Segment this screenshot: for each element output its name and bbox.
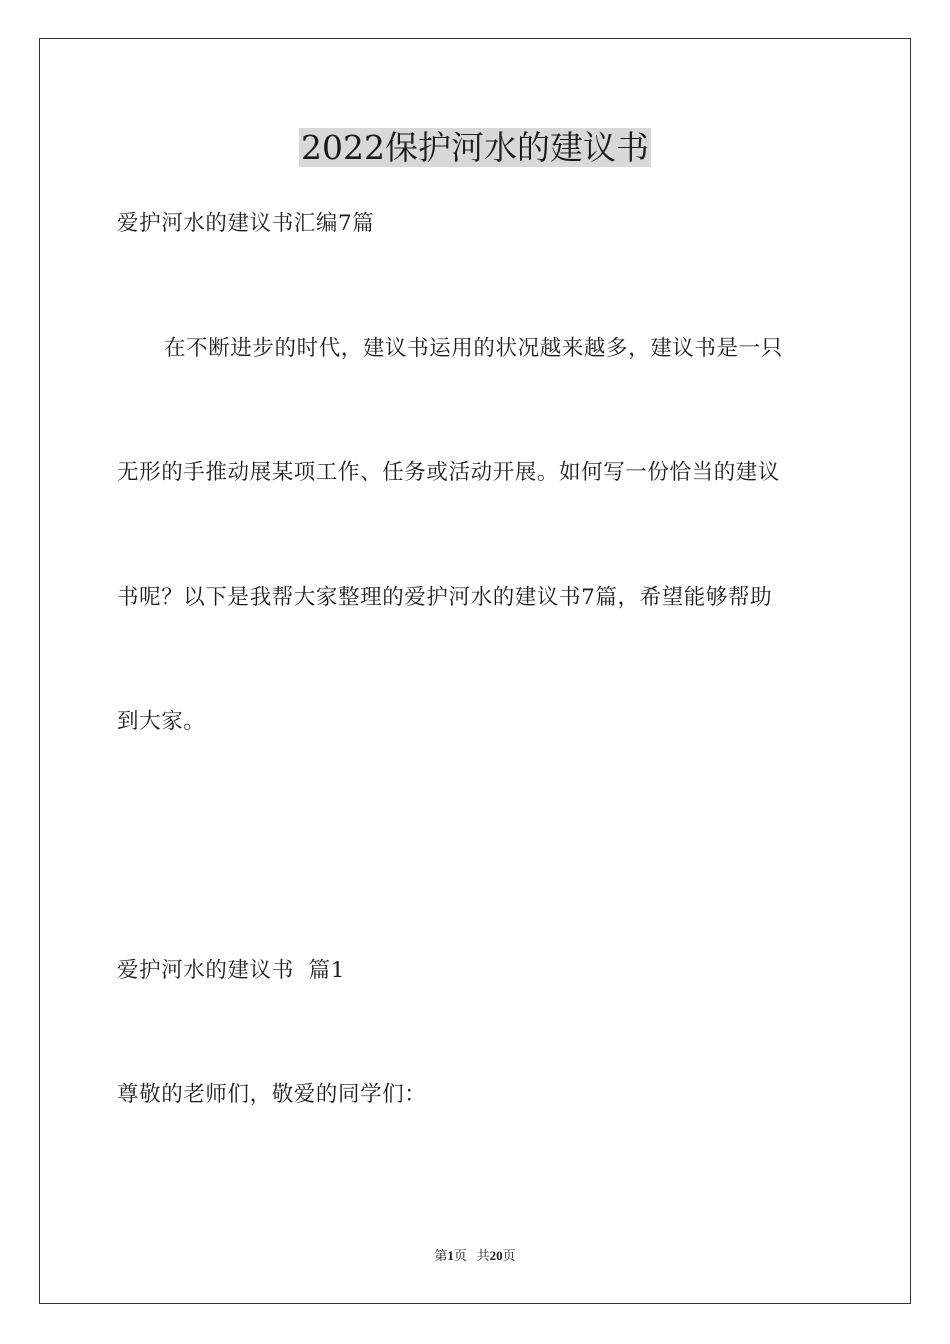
intro-line-3: 书呢？以下是我帮大家整理的爱护河水的建议书7篇，希望能够帮助 [117, 585, 773, 610]
document-title [0, 124, 950, 172]
intro-line-1: 在不断进步的时代，建议书运用的状况越来越多，建议书是一只 [164, 336, 783, 361]
footer-total-pages: 20 [489, 1248, 503, 1263]
footer-prefix: 第 [434, 1248, 448, 1263]
intro-line-2: 无形的手推动展某项工作、任务或活动开展。如何写一份恰当的建议 [117, 460, 781, 485]
document-title-text: 2022保护河水的建议书 [301, 128, 649, 167]
intro-line-4: 到大家。 [117, 709, 206, 734]
section-heading: 爱护河水的建议书 篇1 [117, 958, 346, 983]
page-footer [0, 1247, 950, 1265]
footer-current-page: 1 [447, 1248, 454, 1263]
document-subtitle: 爱护河水的建议书汇编7篇 [117, 211, 375, 236]
salutation: 尊敬的老师们，敬爱的同学们： [117, 1082, 427, 1107]
footer-suffix: 页 [502, 1248, 516, 1263]
footer-mid: 页 共 [453, 1248, 490, 1263]
